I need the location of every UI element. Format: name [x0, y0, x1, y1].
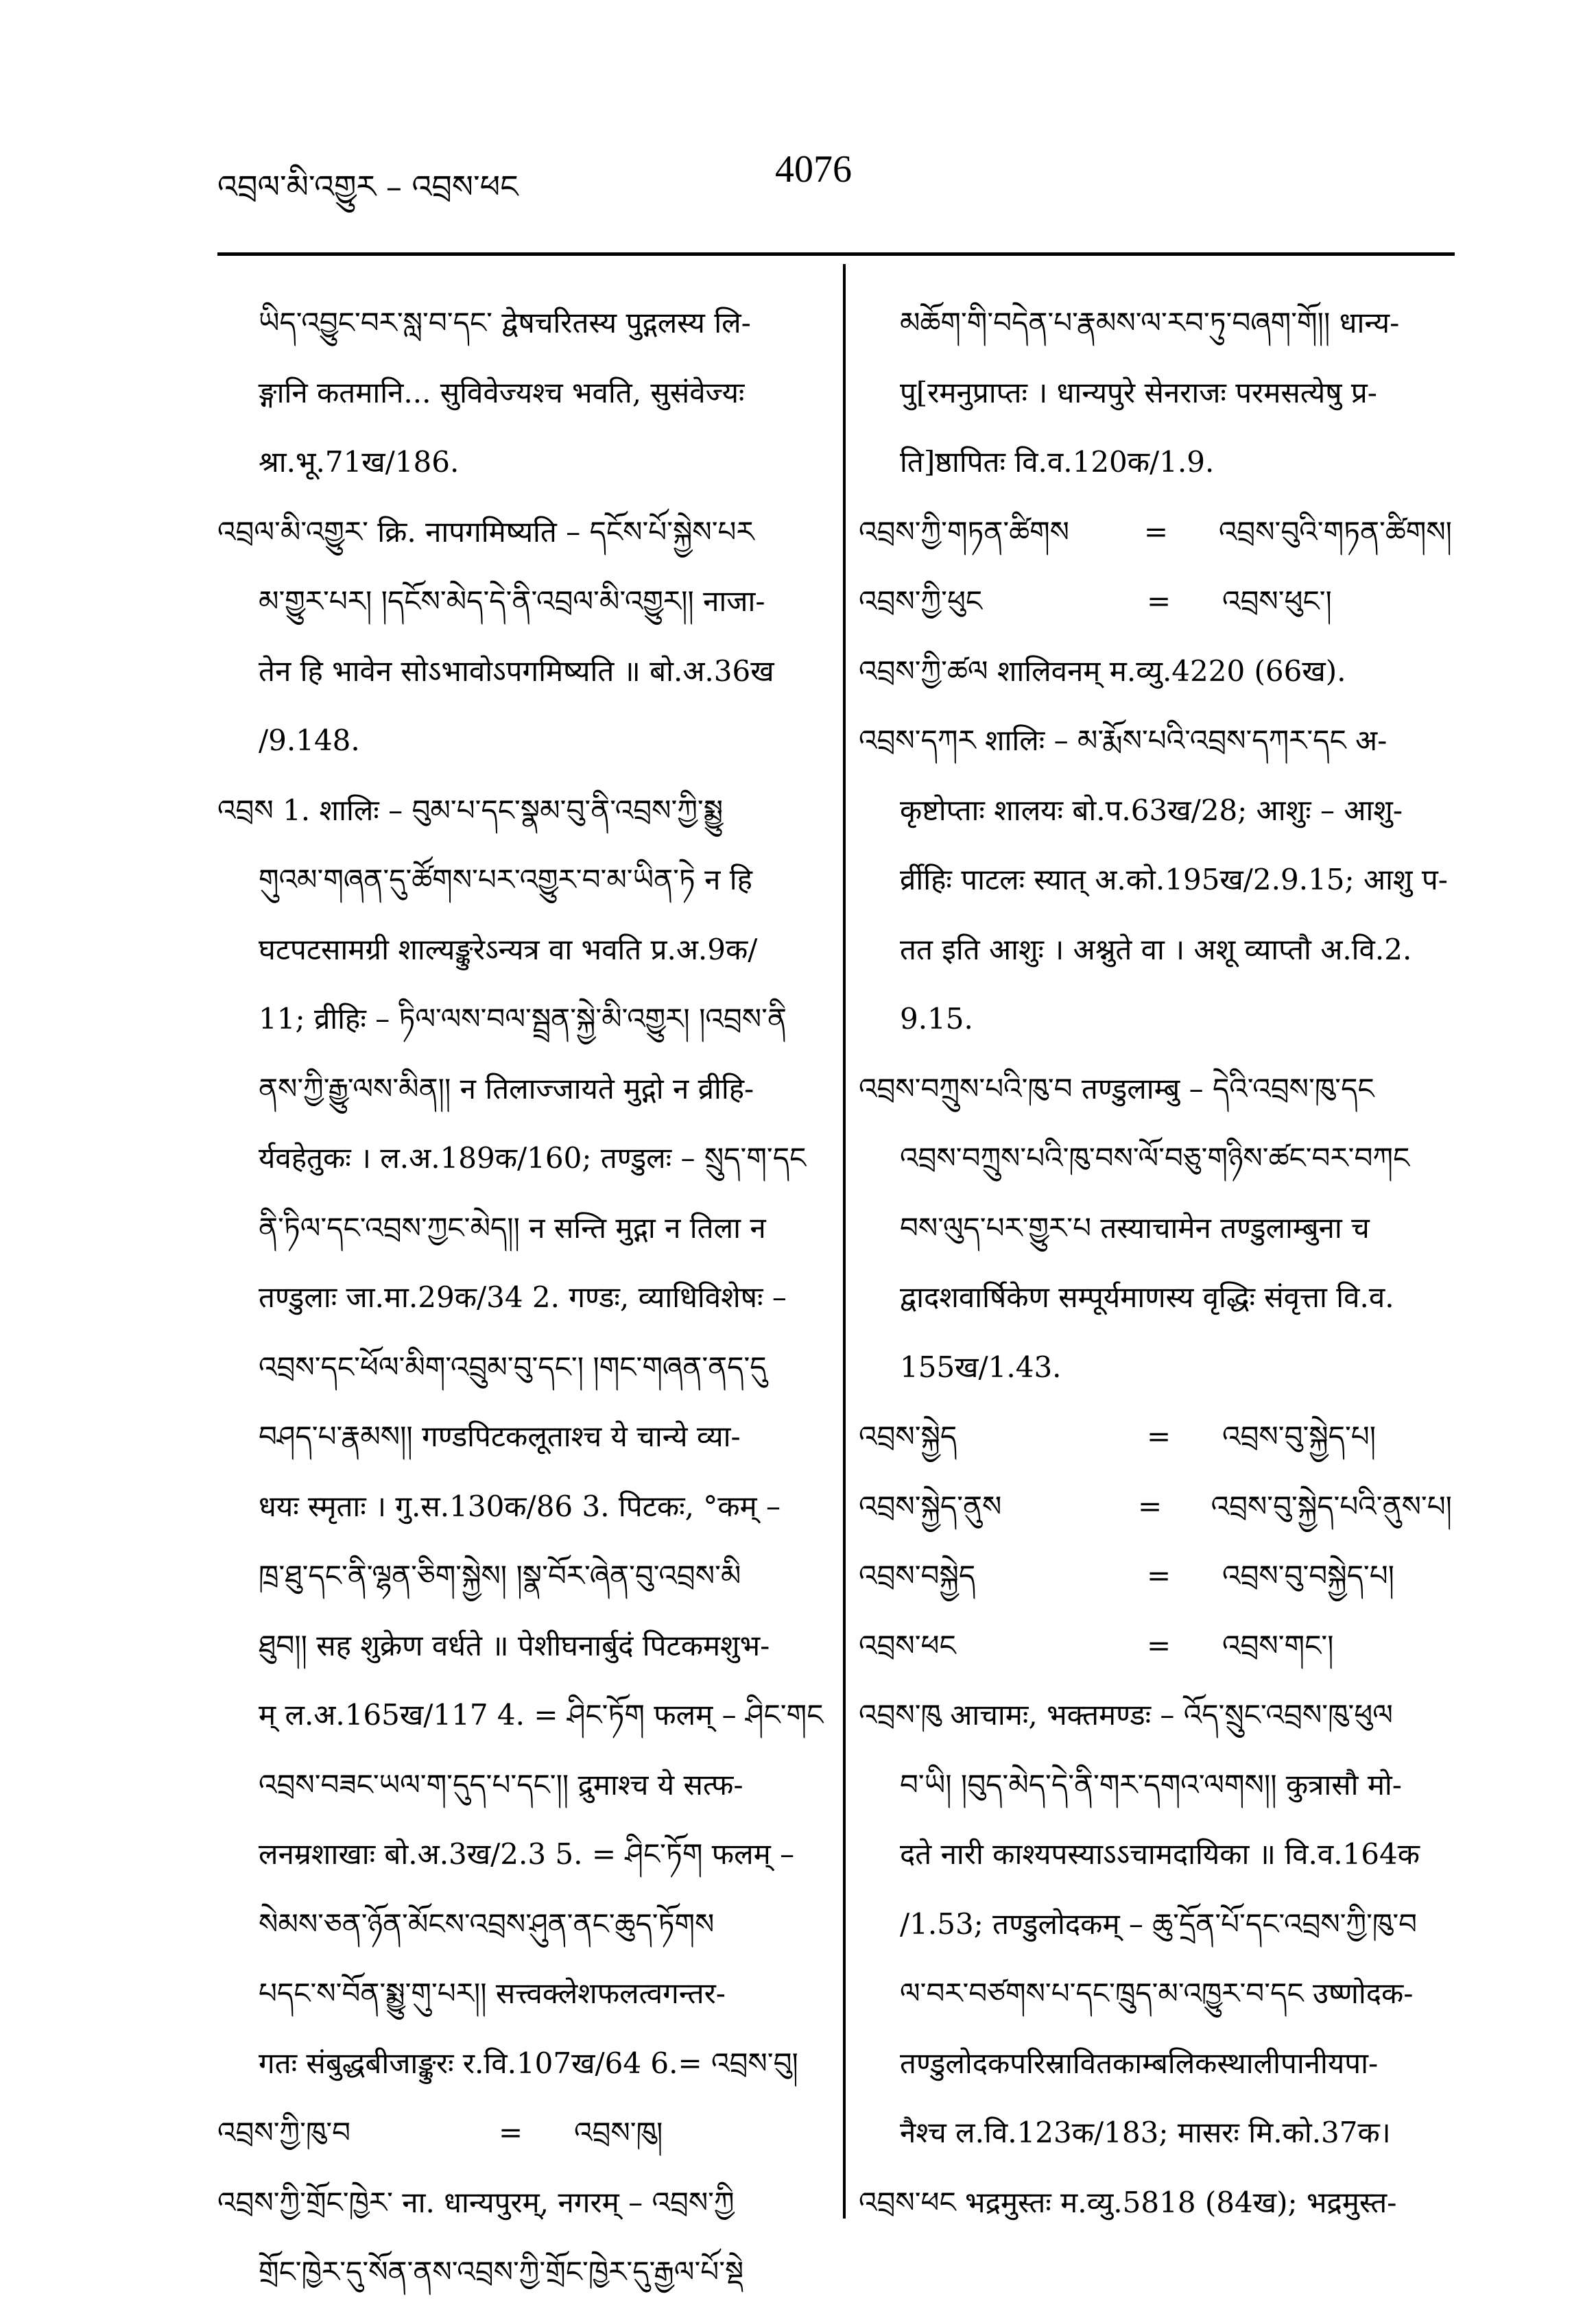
headword: འབྲས་ཀྱི་ཕུང	[859, 584, 983, 618]
entry-line: ཁྲ་ཐུ་དང་ནི་ལྷན་ཅིག་སྐྱེས། །སྣ་བོར་ཞེན་བུ་འབྲས་མི	[259, 1559, 741, 1592]
headword: འབྲས་ཀྱི་གཏན་ཚིགས	[859, 514, 1070, 549]
entry-line: འབྲས་ཀྱི་གྲོང་ཁྱེར་ ना. धान्यपुरम्, नगरम् – འབྲས་ཀྱི	[217, 2185, 735, 2219]
entry-line: तण्डुलोदकपरिस्रावितकाम्बलिकस्थालीपानीयपा-	[900, 2046, 1379, 2080]
entry-line: འབྲས་བཟང་ཡལ་ག་དུད་པ་དང་།། द्रुमाश्च ये सत्फ-	[259, 1767, 743, 1802]
entry-line: र्व्रीहिः पाटलः स्यात् अ.को.195ख/2.9.15; आशु प-	[900, 863, 1448, 896]
entry-line: བས་ལུད་པར་གྱུར་པ तस्याचामेन तण्डुलाम्बुना च	[900, 1210, 1370, 1245]
entry-line: འབྲས་ཁུ आचामः, भक्तमण्डः – འོད་སྲུང་འབྲས་ཁུ་ཕུལ	[859, 1698, 1393, 1732]
entry-line: འབྲས་བཀྲུས་པའི་ཁུ་བས་ལོ་བཅུ་གཉིས་ཚང་བར་བཀང	[900, 1141, 1410, 1175]
entry-line: ནས་ཀྱི་རྒྱུ་ལས་མིན།། न तिलाज्जायते मुद्गो न व्रीहि-	[259, 1071, 754, 1105]
continued-entry	[859, 288, 1452, 497]
dictionary-entry	[859, 706, 1452, 1054]
cross-reference-entry	[859, 497, 1452, 567]
dictionary-entry	[859, 1680, 1452, 2168]
continued-entry	[217, 288, 835, 497]
entry-line: འབྲས 1. शालिः – བུམ་པ་དང་སྣམ་བུ་ནི་འབྲས་ཀྱི་སྨྱུ	[217, 793, 724, 827]
right-column	[859, 288, 1452, 2237]
equals-sign: =	[1137, 1489, 1163, 1523]
headword: འབྲས་བསྐྱེད	[859, 1559, 976, 1592]
page-number: 4076	[775, 148, 852, 191]
headword: འབྲས་སྐྱེད	[859, 1420, 957, 1453]
header-rule	[217, 252, 1455, 256]
entry-line: श्रा.भू.71ख/186.	[259, 445, 460, 479]
entry-line: तण्डुलाः जा.मा.29क/34 2. गण्डः, व्याधिविशेषः –	[259, 1280, 787, 1314]
entry-line: ཐུབ།། सह शुक्रेण वर्धते ॥ पेशीघनार्बुदं पिटकमशुभ-	[259, 1628, 770, 1662]
entry-line: ལ་བར་བཙགས་པ་དང་ཁྲུད་མ་འཁྱུར་བ་དང उष्णोदक-	[900, 1976, 1414, 2010]
cross-reference-target: འབྲས་ཕུང་།	[1222, 584, 1332, 618]
entry-line: ङ्गानि कतमानि... सुविवेज्यश्च भवति, सुसंवेज्यः	[259, 375, 745, 409]
cross-reference-target: འབྲས་བུ་སྐྱེད་པའི་ནུས་པ།	[1211, 1489, 1452, 1523]
dictionary-entry	[217, 2168, 835, 2307]
cross-reference-target: འབྲས་བུ་སྐྱེད་པ།	[1222, 1420, 1377, 1453]
entry-line: 11; व्रीहिः – ཏིལ་ལས་བལ་སྦྲན་སྐྱེ་མི་འགྱུར། །འབྲས་ནི	[259, 1002, 787, 1036]
entry-line: गतः संबुद्धबीजाङ्कुरः र.वि.107ख/64 6.= འབྲས་བུ།	[259, 2046, 798, 2080]
entry-line: ཡིད་འབྱུང་བར་སླ་བ་དང་ द्वेषचरितस्य पुद्गलस्य लि-	[259, 306, 751, 339]
equals-sign: =	[499, 2116, 523, 2149]
entry-line: म् ल.अ.165ख/117 4. = ཤིང་ཏོག फलम् – ཤིང་གང	[259, 1698, 824, 1732]
entry-line: གྲོང་ཁྱེར་དུ་སོན་ནས་འབྲས་ཀྱི་གྲོང་ཁྱེར་དུ་རྒྱལ་པོ་སྡེ	[259, 2255, 744, 2288]
entry-line: 155ख/1.43.	[900, 1350, 1062, 1384]
entry-line: 9.15.	[900, 1002, 973, 1036]
entry-line: धयः स्मृताः । गु.स.130क/86 3. पिटकः, °कम् –	[259, 1489, 781, 1523]
cross-reference-entry	[859, 1402, 1452, 1472]
cross-reference-target: འབྲས་བུའི་གཏན་ཚིགས།	[1218, 514, 1452, 549]
entry-line: པདང་ས་བོན་སྨྱུ་གུ་པར།། सत्त्वक्लेशफलत्वगन्तर-	[259, 1976, 726, 2010]
left-column	[217, 288, 835, 2307]
entry-line: नैश्च ल.वि.123क/183; मासरः मि.को.37क।	[900, 2116, 1391, 2149]
entry-line: तेन हि भावेन सोऽभावोऽपगमिष्यति ॥ बो.अ.36ख	[259, 654, 774, 688]
entry-line: र्यवहेतुकः । ल.अ.189क/160; तण्डुलः – སྲུད་ག་དང	[259, 1141, 807, 1175]
cross-reference-entry	[217, 2098, 835, 2168]
entry-line: ནི་ཏིལ་དང་འབྲས་ཀྱང་མེད།། न सन्ति मुद्गा न तिला न	[259, 1210, 766, 1245]
entry-line: མ་གྱུར་པར། །དངོས་མེད་དེ་ནི་འབྲལ་མི་འགྱུར།། नाजा-	[259, 584, 765, 618]
entry-line: /9.148.	[259, 724, 360, 757]
dictionary-entry	[859, 636, 1452, 706]
equals-sign: =	[1147, 584, 1171, 618]
cross-reference-target: འབྲས་ཁུ།	[574, 2116, 663, 2149]
entry-line: लनम्रशाखाः बो.अ.3ख/2.3 5. = ཤིང་ཏོག फलम् –	[259, 1837, 795, 1871]
entry-line: གུའམ་གཞན་དུ་ཚོགས་པར་འགྱུར་བ་མ་ཡིན་ཏེ न हि	[259, 863, 752, 896]
entry-line: द्वादशवार्षिकेण सम्पूर्यमाणस्य वृद्धिः संवृत्ता वि.व.	[900, 1280, 1394, 1314]
dictionary-entry	[217, 497, 835, 776]
dictionary-entry	[859, 2168, 1452, 2238]
dictionary-entry	[217, 776, 835, 2099]
entry-line: འབྲས་དཀར शालिः – མ་རྨོས་པའི་འབྲས་དཀར་དང अ-	[859, 724, 1387, 757]
equals-sign: =	[1147, 1559, 1171, 1592]
headword: འབྲས་སྐྱེད་ནུས	[859, 1489, 1002, 1523]
column-divider	[843, 264, 846, 2219]
entry-line: འབྲས་བཀྲུས་པའི་ཁུ་བ तण्डुलाम्बु – དེའི་འབྲས་ཁུ་དང	[859, 1071, 1374, 1105]
cross-reference-entry	[859, 1472, 1452, 1542]
entry-line: འབྲས་ཀྱི་ཚལ शालिवनम् म.व्यु.4220 (66ख).	[859, 654, 1346, 688]
entry-line: /1.53; तण्डुलोदकम् – ཆུ་དྲོན་པོ་དང་འབྲས་ཀྱི་ཁུ་བ	[900, 1906, 1418, 1941]
entry-line: ति]ष्ठापितः वि.व.120क/1.9.	[900, 445, 1215, 479]
entry-line: བ་ཡི། །བུད་མེད་དེ་ནི་གར་དགའ་ལགས།། कुत्रासौ मो-	[900, 1767, 1402, 1802]
entry-line: འབྲས་ཕང भद्रमुस्तः म.व्यु.5818 (84ख); भद्रमुस्त-	[859, 2185, 1397, 2219]
entry-line: पु[रमनुप्राप्तः । धान्यपुरे सेनराजः परमसत्येषु प्र-	[900, 375, 1377, 409]
entry-line: दते नारी काश्यपस्याऽऽचामदायिका ॥ वि.व.164क	[900, 1837, 1420, 1871]
entry-line: འབྲས་དང་ཕོལ་མིག་འབྲུམ་བུ་དང་། །གང་གཞན་ནད་དུ	[259, 1350, 767, 1384]
cross-reference-target: འབྲས་གང་།	[1222, 1628, 1334, 1662]
entry-line: घटपटसामग्री शाल्यङ्कुरेऽन्यत्र वा भवति प्र.अ.9क/	[259, 932, 758, 966]
headword: འབྲས་ཀྱི་ཁུ་བ	[217, 2116, 351, 2149]
equals-sign: =	[1147, 1628, 1171, 1662]
cross-reference-entry	[859, 1541, 1452, 1611]
equals-sign: =	[1143, 514, 1169, 549]
running-head: འབྲལ་མི་འགྱུར – འབྲས་ཕང	[217, 168, 519, 205]
entry-line: མཆོག་གི་བདེན་པ་རྣམས་ལ་རབ་ཏུ་བཞག་གོ།། धान्य-	[900, 306, 1400, 339]
entry-line: སེམས་ཅན་ཉོན་མོངས་འབྲས་ཤུན་ནང་ཆུད་ཏོགས	[259, 1906, 715, 1941]
equals-sign: =	[1147, 1420, 1171, 1453]
entry-line: तत इति आशुः । अश्नुते वा । अशू व्याप्तौ अ.वि.2.	[900, 932, 1412, 966]
cross-reference-entry	[859, 566, 1452, 636]
dictionary-entry	[859, 1054, 1452, 1402]
entry-line: འབྲལ་མི་འགྱུར་ क्रि. नापगमिष्यति – དངོས་པོ་སྐྱེས་པར	[217, 514, 754, 549]
entry-line: कृष्टोप्ताः शालयः बो.प.63ख/28; आशुः – आशु-	[900, 793, 1403, 827]
headword: འབྲས་ཕང	[859, 1628, 956, 1662]
cross-reference-entry	[859, 1611, 1452, 1681]
entry-line: བཤད་པ་རྣམས།། गण्डपिटकलूताश्च ये चान्ये व्या-	[259, 1420, 741, 1453]
cross-reference-target: འབྲས་བུ་བསྐྱེད་པ།	[1222, 1559, 1394, 1592]
